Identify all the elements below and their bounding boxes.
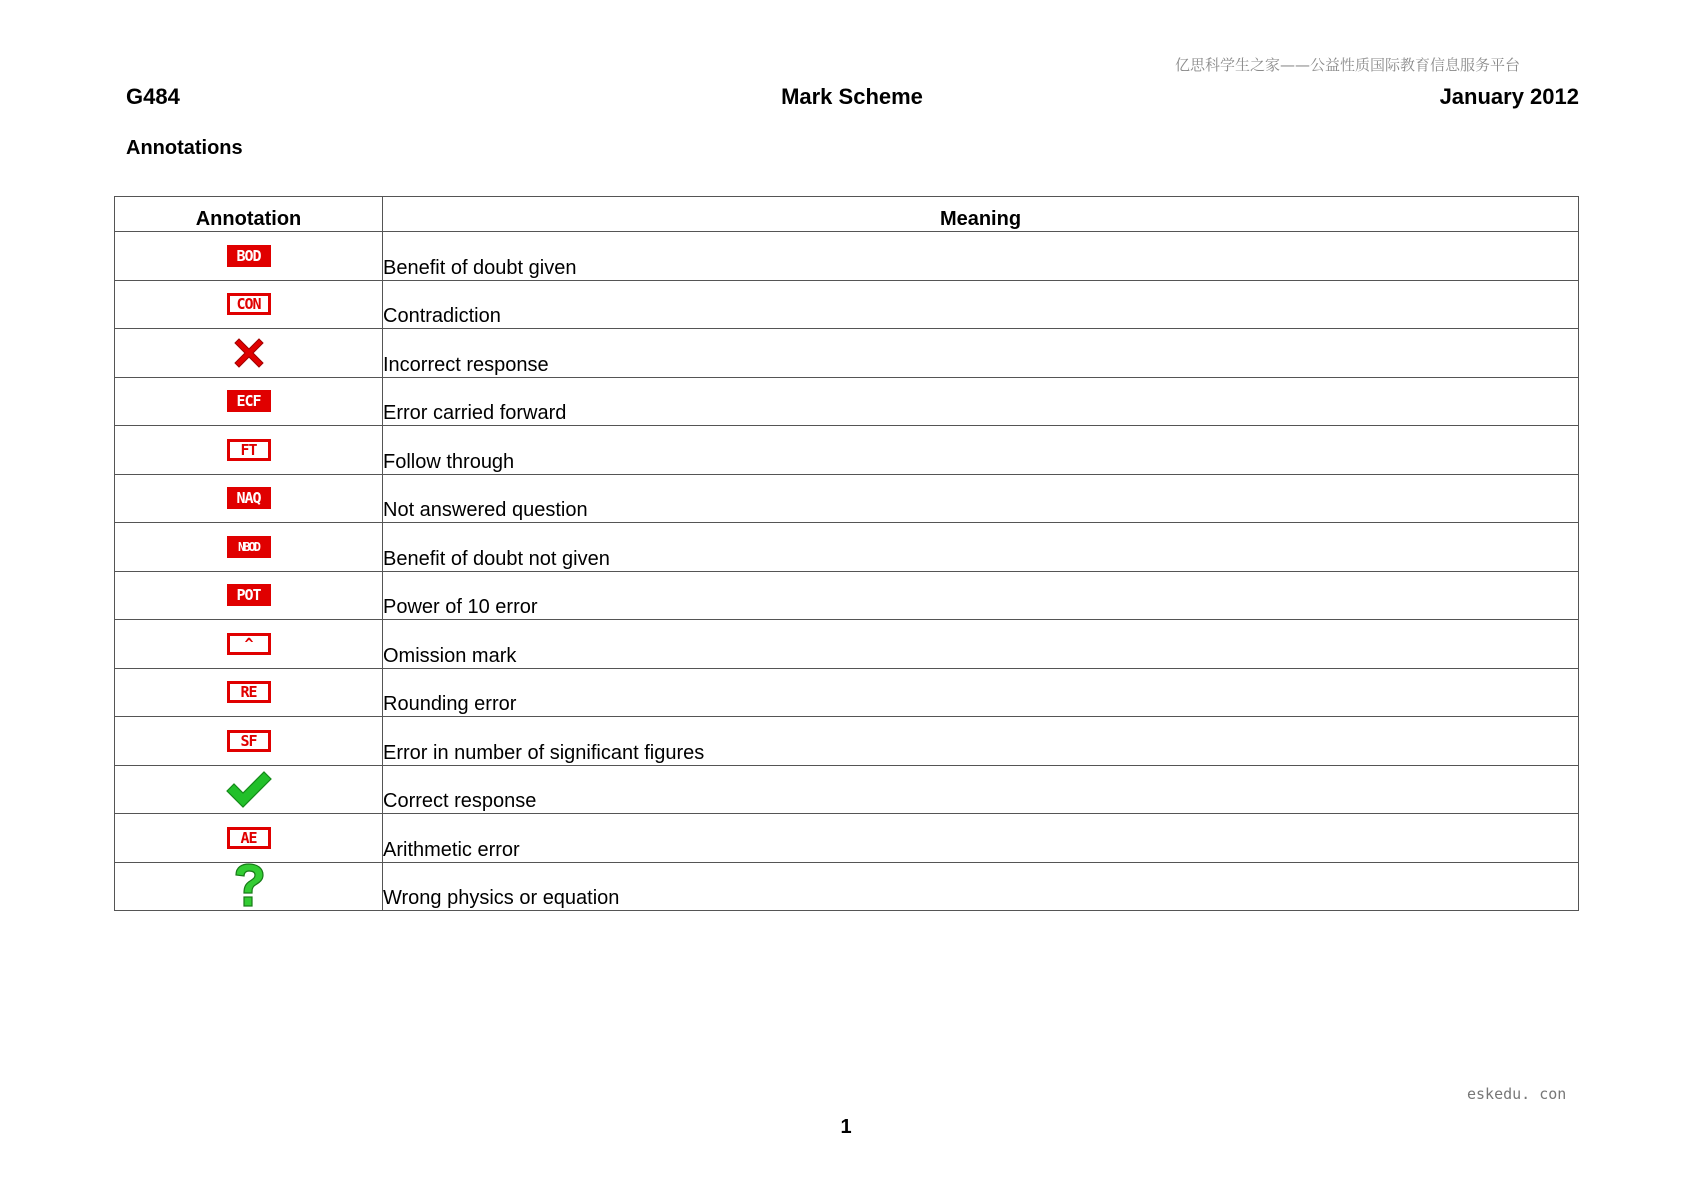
nbod-stamp-icon: NBOD bbox=[227, 536, 271, 558]
meaning-cell: Follow through bbox=[383, 426, 1579, 475]
meaning-column-header: Meaning bbox=[383, 197, 1579, 232]
section-title: Annotations bbox=[126, 137, 243, 159]
table-row bbox=[115, 717, 1579, 766]
table-row bbox=[115, 329, 1579, 378]
meaning-cell: Rounding error bbox=[383, 668, 1579, 717]
table-row bbox=[115, 862, 1579, 911]
meaning-cell: Omission mark bbox=[383, 620, 1579, 669]
header-code: G484 bbox=[126, 84, 180, 109]
meaning-cell: Correct response bbox=[383, 765, 1579, 814]
table-row bbox=[115, 280, 1579, 329]
pot-stamp-icon: POT bbox=[227, 584, 271, 606]
table-row bbox=[115, 377, 1579, 426]
watermark-top: 亿思科学生之家——公益性质国际教育信息服务平台 bbox=[1175, 56, 1521, 74]
table-row bbox=[115, 523, 1579, 572]
header-title: Mark Scheme bbox=[781, 84, 923, 109]
omission-caret-icon: ^ bbox=[227, 633, 271, 655]
question-mark-icon bbox=[231, 863, 267, 909]
table-row bbox=[115, 232, 1579, 281]
table-row bbox=[115, 426, 1579, 475]
footer-watermark: eskedu. con bbox=[1467, 1085, 1567, 1103]
table-row bbox=[115, 474, 1579, 523]
table-row bbox=[115, 571, 1579, 620]
header-date: January 2012 bbox=[1439, 84, 1579, 109]
table-row bbox=[115, 668, 1579, 717]
meaning-cell: Arithmetic error bbox=[383, 814, 1579, 863]
table-row bbox=[115, 765, 1579, 814]
annotation-column-header: Annotation bbox=[115, 197, 383, 232]
sf-stamp-icon: SF bbox=[227, 730, 271, 752]
cross-icon bbox=[229, 333, 269, 373]
ecf-stamp-icon: ECF bbox=[227, 390, 271, 412]
meaning-cell: Power of 10 error bbox=[383, 571, 1579, 620]
con-stamp-icon: CON bbox=[227, 293, 271, 315]
meaning-cell: Error carried forward bbox=[383, 377, 1579, 426]
meaning-cell: Contradiction bbox=[383, 280, 1579, 329]
table-row bbox=[115, 814, 1579, 863]
table-header-row bbox=[115, 197, 1579, 232]
annotations-table bbox=[114, 196, 1579, 911]
table-row bbox=[115, 620, 1579, 669]
meaning-cell: Not answered question bbox=[383, 474, 1579, 523]
meaning-cell: Benefit of doubt not given bbox=[383, 523, 1579, 572]
meaning-cell: Wrong physics or equation bbox=[383, 862, 1579, 911]
naq-stamp-icon: NAQ bbox=[227, 487, 271, 509]
tick-icon bbox=[225, 769, 273, 809]
ae-stamp-icon: AE bbox=[227, 827, 271, 849]
meaning-cell: Error in number of significant figures bbox=[383, 717, 1579, 766]
meaning-cell: Benefit of doubt given bbox=[383, 232, 1579, 281]
meaning-cell: Incorrect response bbox=[383, 329, 1579, 378]
bod-stamp-icon: BOD bbox=[227, 245, 271, 267]
re-stamp-icon: RE bbox=[227, 681, 271, 703]
page-number: 1 bbox=[840, 1116, 852, 1138]
ft-stamp-icon: FT bbox=[227, 439, 271, 461]
